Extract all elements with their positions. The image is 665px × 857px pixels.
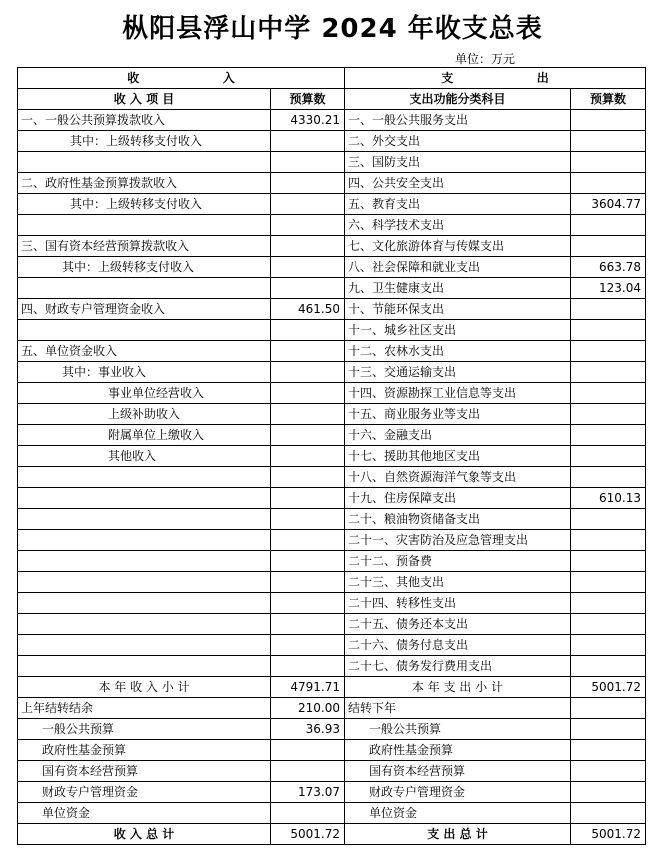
- income-item-cell: [18, 509, 271, 530]
- expense-value-cell: [571, 551, 646, 572]
- expense-carry-value: [571, 782, 646, 803]
- income-value-cell: [271, 635, 345, 656]
- income-value-cell: [271, 362, 345, 383]
- expense-item-cell: 十三、交通运输支出: [345, 362, 571, 383]
- expense-item-cell: 十、节能环保支出: [345, 299, 571, 320]
- table-header-row: [18, 68, 646, 89]
- expense-value-cell: [571, 341, 646, 362]
- table-row: [18, 341, 646, 362]
- income-value-cell: [271, 152, 345, 173]
- table-row: [18, 320, 646, 341]
- income-item-cell: 其中：事业收入: [18, 362, 271, 383]
- income-item-cell: [18, 320, 271, 341]
- income-value-cell: [271, 257, 345, 278]
- table-row: [18, 215, 646, 236]
- income-value-cell: [271, 404, 345, 425]
- expense-item-cell: 十四、资源勘探工业信息等支出: [345, 383, 571, 404]
- expense-item-cell: 二十三、其他支出: [345, 572, 571, 593]
- income-value-cell: [271, 593, 345, 614]
- income-item-cell: [18, 530, 271, 551]
- income-carry-value: [271, 740, 345, 761]
- income-total-value: 5001.72: [271, 824, 345, 845]
- expense-value-cell: [571, 131, 646, 152]
- table-row: [18, 593, 646, 614]
- income-item-header: 收 入 项 目: [18, 89, 271, 110]
- income-value-cell: 461.50: [271, 299, 345, 320]
- expense-carry-label: 一般公共预算: [345, 719, 571, 740]
- income-item-cell: 其中：上级转移支付收入: [18, 194, 271, 215]
- expense-carry-label: 国有资本经营预算: [345, 761, 571, 782]
- expense-value-cell: [571, 446, 646, 467]
- expense-item-cell: 二十一、灾害防治及应急管理支出: [345, 530, 571, 551]
- income-carry-label: 上年结转结余: [18, 698, 271, 719]
- expense-item-cell: 十七、援助其他地区支出: [345, 446, 571, 467]
- expense-value-cell: [571, 530, 646, 551]
- expense-value-cell: 123.04: [571, 278, 646, 299]
- income-carry-value: [271, 803, 345, 824]
- page-title: 枞阳县浮山中学 2024 年收支总表: [122, 14, 543, 44]
- income-item-cell: [18, 656, 271, 677]
- expense-item-cell: 二十、粮油物资储备支出: [345, 509, 571, 530]
- expense-carry-value: [571, 740, 646, 761]
- income-section-header: 收 入: [18, 68, 345, 89]
- carry-row: [18, 740, 646, 761]
- income-value-cell: [271, 467, 345, 488]
- income-carry-label: 政府性基金预算: [18, 740, 271, 761]
- expense-item-cell: 二十四、转移性支出: [345, 593, 571, 614]
- income-value-cell: [271, 509, 345, 530]
- expense-item-cell: 三、国防支出: [345, 152, 571, 173]
- table-row: [18, 635, 646, 656]
- expense-item-header: 支出功能分类科目: [345, 89, 571, 110]
- table-row: [18, 509, 646, 530]
- expense-section-header: 支 出: [345, 68, 646, 89]
- income-item-cell: 一、一般公共预算拨款收入: [18, 110, 271, 131]
- income-item-cell: [18, 467, 271, 488]
- table-row: [18, 257, 646, 278]
- expense-total-label: 支 出 总 计: [345, 824, 571, 845]
- income-carry-value: 36.93: [271, 719, 345, 740]
- income-item-cell: 其中：上级转移支付收入: [18, 257, 271, 278]
- income-carry-label: 单位资金: [18, 803, 271, 824]
- income-item-cell: 其中：上级转移支付收入: [18, 131, 271, 152]
- income-item-cell: [18, 488, 271, 509]
- income-value-cell: [271, 215, 345, 236]
- expense-value-cell: [571, 383, 646, 404]
- table-row: [18, 551, 646, 572]
- income-value-cell: [271, 194, 345, 215]
- expense-budget-header: 预算数: [571, 89, 646, 110]
- income-value-cell: [271, 614, 345, 635]
- income-value-cell: [271, 131, 345, 152]
- table-row: [18, 404, 646, 425]
- budget-table: [17, 67, 646, 845]
- table-row: [18, 299, 646, 320]
- expense-subtotal-value: 5001.72: [571, 677, 646, 698]
- expense-value-cell: 663.78: [571, 257, 646, 278]
- income-item-cell: 上级补助收入: [18, 404, 271, 425]
- expense-value-cell: [571, 656, 646, 677]
- table-row: [18, 152, 646, 173]
- expense-value-cell: [571, 152, 646, 173]
- expense-item-cell: 五、教育支出: [345, 194, 571, 215]
- expense-value-cell: [571, 572, 646, 593]
- expense-value-cell: [571, 425, 646, 446]
- carry-row: [18, 698, 646, 719]
- table-row: [18, 110, 646, 131]
- income-subtotal-value: 4791.71: [271, 677, 345, 698]
- income-value-cell: [271, 446, 345, 467]
- expense-value-cell: [571, 236, 646, 257]
- income-value-cell: [271, 425, 345, 446]
- expense-value-cell: [571, 614, 646, 635]
- expense-value-cell: [571, 110, 646, 131]
- income-item-cell: [18, 215, 271, 236]
- income-carry-value: [271, 761, 345, 782]
- income-subtotal-label: 本 年 收 入 小 计: [18, 677, 271, 698]
- income-value-cell: [271, 236, 345, 257]
- expense-item-cell: 十二、农林水支出: [345, 341, 571, 362]
- carry-row: [18, 761, 646, 782]
- income-value-cell: [271, 488, 345, 509]
- unit-label: 单位：万元: [455, 52, 516, 66]
- expense-item-cell: 十六、金融支出: [345, 425, 571, 446]
- expense-carry-label: 政府性基金预算: [345, 740, 571, 761]
- expense-value-cell: [571, 404, 646, 425]
- table-row: [18, 425, 646, 446]
- income-item-cell: [18, 551, 271, 572]
- income-value-cell: [271, 656, 345, 677]
- table-row: [18, 488, 646, 509]
- expense-carry-value: [571, 698, 646, 719]
- expense-item-cell: 二十五、债务还本支出: [345, 614, 571, 635]
- table-row: [18, 194, 646, 215]
- table-row: [18, 278, 646, 299]
- expense-carry-label: 财政专户管理资金: [345, 782, 571, 803]
- expense-value-cell: [571, 509, 646, 530]
- expense-item-cell: 一、一般公共服务支出: [345, 110, 571, 131]
- income-value-cell: [271, 530, 345, 551]
- expense-item-cell: 十一、城乡社区支出: [345, 320, 571, 341]
- expense-item-cell: 二十六、债务付息支出: [345, 635, 571, 656]
- income-value-cell: [271, 320, 345, 341]
- income-carry-value: 210.00: [271, 698, 345, 719]
- expense-value-cell: [571, 593, 646, 614]
- expense-item-cell: 二十二、预备费: [345, 551, 571, 572]
- income-carry-label: 一般公共预算: [18, 719, 271, 740]
- table-row: [18, 446, 646, 467]
- carry-row: [18, 803, 646, 824]
- income-carry-value: 173.07: [271, 782, 345, 803]
- table-row: [18, 131, 646, 152]
- income-total-label: 收 入 总 计: [18, 824, 271, 845]
- table-row: [18, 173, 646, 194]
- expense-total-value: 5001.72: [571, 824, 646, 845]
- expense-item-cell: 六、科学技术支出: [345, 215, 571, 236]
- expense-item-cell: 八、社会保障和就业支出: [345, 257, 571, 278]
- expense-carry-value: [571, 719, 646, 740]
- income-value-cell: [271, 341, 345, 362]
- expense-value-cell: [571, 362, 646, 383]
- income-value-cell: 4330.21: [271, 110, 345, 131]
- income-carry-label: 国有资本经营预算: [18, 761, 271, 782]
- expense-carry-label: 结转下年: [345, 698, 571, 719]
- table-row: [18, 656, 646, 677]
- expense-subtotal-label: 本 年 支 出 小 计: [345, 677, 571, 698]
- subtotal-row: [18, 677, 646, 698]
- expense-value-cell: 3604.77: [571, 194, 646, 215]
- income-item-cell: 其他收入: [18, 446, 271, 467]
- expense-value-cell: [571, 635, 646, 656]
- income-value-cell: [271, 383, 345, 404]
- table-row: [18, 467, 646, 488]
- income-value-cell: [271, 572, 345, 593]
- expense-item-cell: 二十七、债务发行费用支出: [345, 656, 571, 677]
- income-item-cell: [18, 572, 271, 593]
- expense-value-cell: 610.13: [571, 488, 646, 509]
- table-row: [18, 236, 646, 257]
- expense-carry-value: [571, 803, 646, 824]
- expense-item-cell: 十八、自然资源海洋气象等支出: [345, 467, 571, 488]
- income-item-cell: [18, 152, 271, 173]
- total-row: [18, 824, 646, 845]
- income-item-cell: 附属单位上缴收入: [18, 425, 271, 446]
- table-row: [18, 530, 646, 551]
- expense-carry-value: [571, 761, 646, 782]
- expense-value-cell: [571, 467, 646, 488]
- table-row: [18, 362, 646, 383]
- expense-value-cell: [571, 320, 646, 341]
- table-row: [18, 614, 646, 635]
- income-item-cell: 二、政府性基金预算拨款收入: [18, 173, 271, 194]
- expense-item-cell: 四、公共安全支出: [345, 173, 571, 194]
- expense-item-cell: 二、外交支出: [345, 131, 571, 152]
- expense-value-cell: [571, 215, 646, 236]
- expense-item-cell: 十五、商业服务业等支出: [345, 404, 571, 425]
- income-item-cell: [18, 635, 271, 656]
- expense-item-cell: 九、卫生健康支出: [345, 278, 571, 299]
- income-item-cell: [18, 278, 271, 299]
- income-value-cell: [271, 551, 345, 572]
- income-item-cell: 三、国有资本经营预算拨款收入: [18, 236, 271, 257]
- expense-value-cell: [571, 173, 646, 194]
- table-column-header-row: [18, 89, 646, 110]
- income-item-cell: 事业单位经营收入: [18, 383, 271, 404]
- income-value-cell: [271, 173, 345, 194]
- income-value-cell: [271, 278, 345, 299]
- income-item-cell: 五、单位资金收入: [18, 341, 271, 362]
- expense-item-cell: 七、文化旅游体育与传媒支出: [345, 236, 571, 257]
- carry-row: [18, 719, 646, 740]
- income-item-cell: 四、财政专户管理资金收入: [18, 299, 271, 320]
- table-row: [18, 572, 646, 593]
- income-budget-header: 预算数: [271, 89, 345, 110]
- income-item-cell: [18, 614, 271, 635]
- carry-row: [18, 782, 646, 803]
- expense-item-cell: 十九、住房保障支出: [345, 488, 571, 509]
- table-row: [18, 383, 646, 404]
- expense-value-cell: [571, 299, 646, 320]
- expense-carry-label: 单位资金: [345, 803, 571, 824]
- income-carry-label: 财政专户管理资金: [18, 782, 271, 803]
- income-item-cell: [18, 593, 271, 614]
